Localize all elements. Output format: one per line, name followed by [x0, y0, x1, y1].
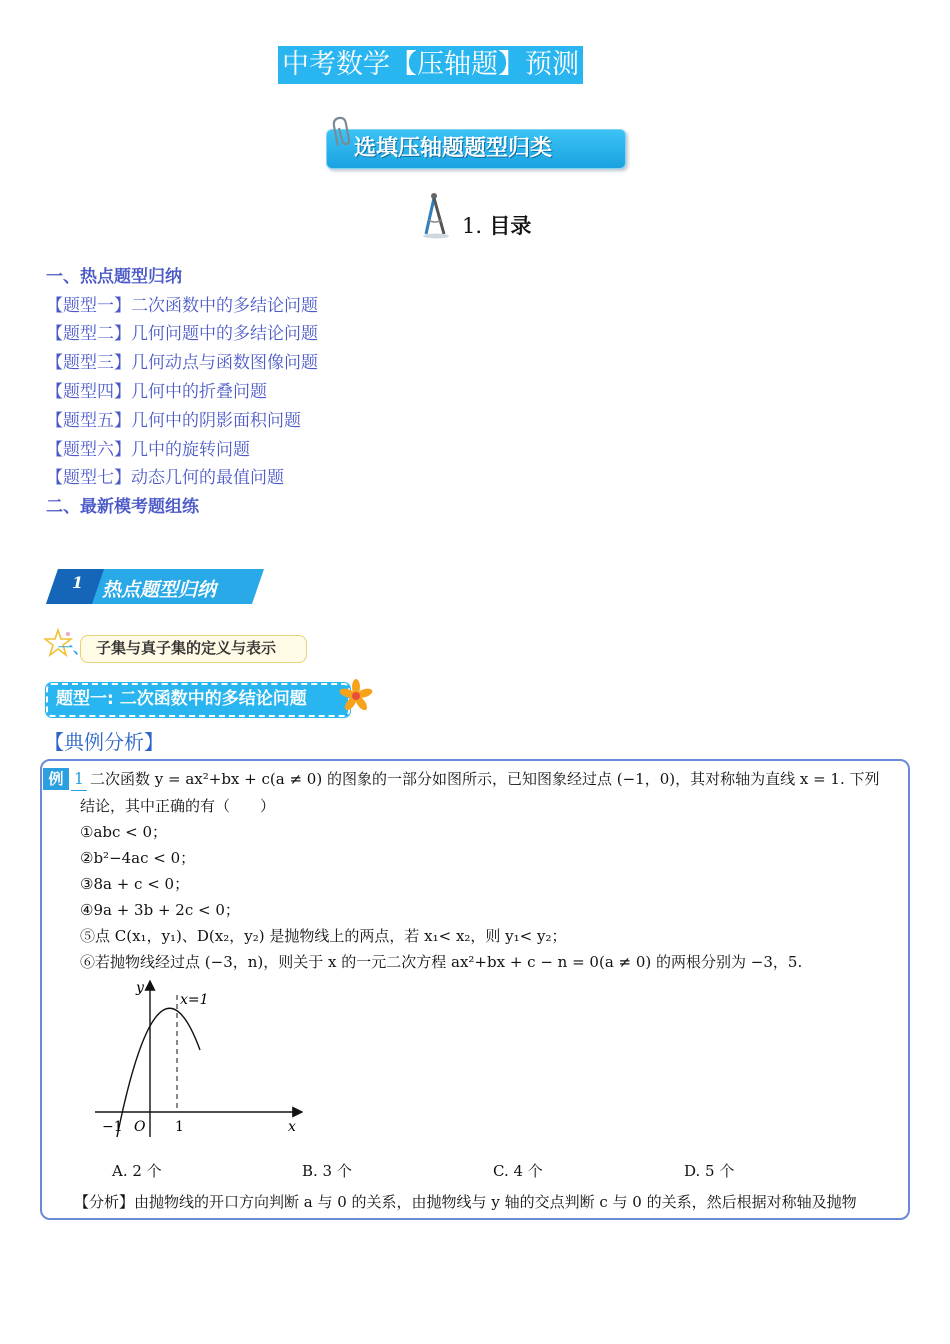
toc-item-type-7[interactable]: 【题型七】动态几何的最值问题 — [46, 468, 284, 488]
example-stem-line-1: 二次函数 y = ax²+bx + c(a ≠ 0) 的图象的一部分如图所示，已知图象经过点 (−1，0)，其对称轴为直线 x = 1. 下列 — [90, 770, 880, 788]
sub-heading-text: 子集与真子集的定义与表示 — [96, 639, 277, 657]
sub-heading-prefix: 一、 — [58, 639, 89, 657]
x-axis-label: x — [288, 1119, 296, 1135]
section-number: 1 — [72, 573, 84, 592]
toc-item-type-3[interactable]: 【题型三】几何动点与函数图像问题 — [46, 353, 318, 373]
toc-heading-number: 1. — [462, 214, 483, 238]
statement-6: ⑥若抛物线经过点 (−3，n)，则关于 x 的一元二次方程 ax²+bx + c − n = 0(a ≠ 0) 的两根分别为 −3，5. — [80, 953, 803, 971]
example-stem-line-2: 结论，其中正确的有（ ） — [80, 797, 276, 815]
example-number: 1 — [71, 768, 87, 791]
paperclip-icon — [330, 116, 356, 150]
toc-section-1[interactable]: 一、热点题型归纳 — [46, 267, 182, 287]
statement-3: ③8a + c < 0； — [80, 875, 190, 893]
section-label: 热点题型归纳 — [102, 579, 217, 601]
one-label: 1 — [175, 1119, 184, 1135]
origin-label: O — [134, 1119, 146, 1135]
choice-d[interactable]: D. 5 个 — [684, 1162, 735, 1180]
banner-title: 选填压轴题题型归类 — [354, 136, 553, 161]
toc-item-type-1[interactable]: 【题型一】二次函数中的多结论问题 — [46, 296, 318, 316]
toc-item-type-4[interactable]: 【题型四】几何中的折叠问题 — [46, 382, 267, 402]
analysis-title: 【典例分析】 — [44, 730, 164, 754]
statement-2: ②b²−4ac < 0； — [80, 849, 196, 867]
choice-a[interactable]: A. 2 个 — [112, 1162, 162, 1180]
toc-section-2[interactable]: 二、最新模考题组练 — [46, 497, 199, 517]
analysis-text: 【分析】由抛物线的开口方向判断 a 与 0 的关系，由抛物线与 y 轴的交点判断 c 与 0 的关系，然后根据对称轴及抛物 — [74, 1193, 857, 1211]
toc-item-type-6[interactable]: 【题型六】几中的旋转问题 — [46, 440, 250, 460]
choice-b[interactable]: B. 3 个 — [302, 1162, 352, 1180]
parabola-graph — [90, 975, 310, 1140]
parabola-curve — [117, 1008, 200, 1137]
statement-1: ①abc < 0； — [80, 823, 168, 841]
type-heading-text: 题型一: 二次函数中的多结论问题 — [56, 689, 307, 709]
toc-heading — [462, 210, 531, 240]
choice-c[interactable]: C. 4 个 — [493, 1162, 543, 1180]
page-title: 中考数学【压轴题】预测 — [278, 46, 583, 84]
toc-heading-label: 目录 — [489, 214, 532, 238]
statement-4: ④9a + 3b + 2c < 0； — [80, 901, 240, 919]
flower-icon — [338, 678, 374, 714]
example-badge: 例 — [43, 768, 69, 790]
neg-one-label: −1 — [102, 1119, 123, 1135]
y-axis-label: y — [136, 980, 144, 996]
toc-item-type-2[interactable]: 【题型二】几何问题中的多结论问题 — [46, 324, 318, 344]
symmetry-axis-label: x=1 — [180, 992, 209, 1008]
toc-item-type-5[interactable]: 【题型五】几何中的阴影面积问题 — [46, 411, 301, 431]
statement-5: ⑤点 C(x₁，y₁)、D(x₂，y₂) 是抛物线上的两点，若 x₁< x₂，则 y₁< y₂； — [80, 927, 567, 945]
compass-icon — [420, 190, 452, 240]
